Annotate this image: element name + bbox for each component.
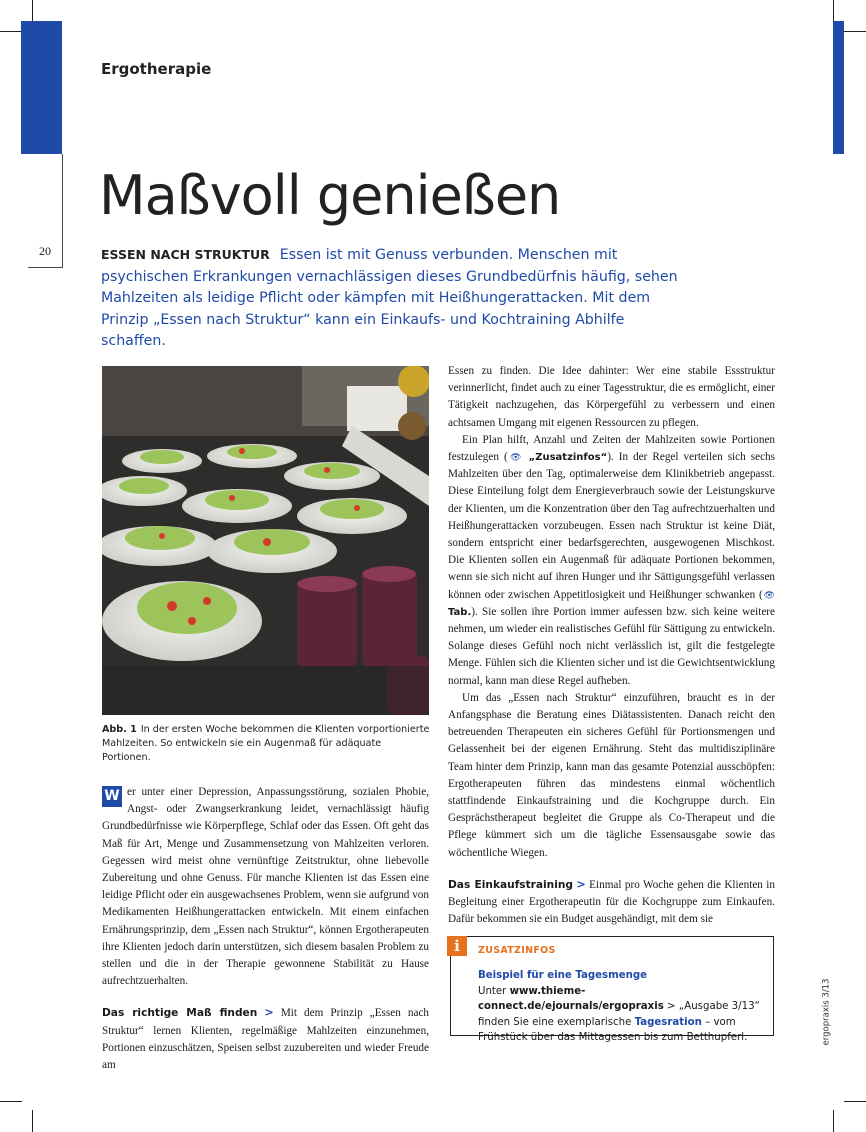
info-highlight: Tagesration	[634, 1016, 702, 1028]
intro-paragraph	[102, 784, 429, 990]
paragraph-gap	[102, 990, 429, 1004]
reference-link[interactable]: „Zusatzinfos“	[528, 452, 608, 464]
salad-plates-image	[102, 366, 429, 715]
crop-mark	[833, 0, 834, 22]
right-column	[448, 363, 775, 929]
info-box-title: ZUSATZINFOS	[478, 945, 556, 956]
subsection-text: Mit dem Prinzip „Essen nach Struktur“ lernen Klienten, regelmäßige Mahlzeiten einzunehmen, Portionen einzuschätzen, Speisen selbst zuzubereiten und wieder Freude am	[102, 1007, 430, 1072]
info-text: Unter	[478, 985, 510, 997]
journal-issue: ergopraxis 3/13	[821, 978, 832, 1046]
info-box-subtitle: Beispiel für eine Tagesmenge	[478, 970, 648, 981]
margin-line	[62, 154, 63, 267]
article-title: Maßvoll genießen	[99, 164, 561, 227]
food-photo	[102, 366, 429, 715]
body-paragraph: Um das „Essen nach Struktur“ einzuführen, braucht es in der Anfangsphase die Beratung eines Diätassistenten. Danach reicht den betreuenden Therapeuten ein sicheres Gefühl für Portionsmengen und Gelassenheit bei der eigenen Ernährung. Steht das multidisziplinäre Team hinter dem Prinzip, kann man das gesamte Potenzial ausschöpfen: Ergotherapeuten führen das mindestens einmal wöchentlich stattfindende Einkaufstraining und die Kochgruppe durch. Ein Gesprächstherapeut begleitet die Gruppe als Co-Therapeut und die Pflege kümmert sich um die tägliche Essensausgabe sowie das wöchentliche Wiegen.	[448, 691, 775, 859]
section-label: Ergotherapie	[101, 60, 212, 78]
info-text: > „Ausgabe 3/13“ finden Sie eine exemplarische	[478, 1001, 760, 1028]
subsection-text: Einmal pro Woche gehen die Klienten in Begleitung einer Ergotherapeutin für die Kochgruppe zum Einkaufen. Dafür bekommen sie ein Budget ausgehändigt, mit dem sie	[448, 878, 775, 926]
lead-text: Essen ist mit Genuss verbunden. Menschen mit psychischen Erkrankungen vernachlässigen dieses Grundbedürfnis häufig, sehen Mahlzeiten als leidige Pflicht oder kämpfen mit Heißhungerattacken. Mit dem Prinzip „Essen nach Struktur“ kann ein Einkaufs- und Kochtraining Abhilfe schaffen.	[101, 247, 678, 349]
drop-cap: W	[102, 786, 122, 807]
body-text: ). In der Regel verteilen sich sechs Mahlzeiten über den Tag, optimalerweise dem Klinikbetrieb angepasst. Diese Einteilung folgt dem Energieverbrauch sowie der Leistungskurve der Klienten, um die Konzentration über den Tag aufrechtzuerhalten und Heißhungerattacken vorzubeugen. Essen nach Struktur ist keine Diät, sondern entspricht einer bedarfsgerechten, ausgewogenen Mischkost. Die Klienten sollen ein Augenmaß für adäquate Portionen bekommen, wenn sie sich nicht auf ihren Hunger und ihr Sättigungsgefühl verlassen können oder zwischen Appetitlosigkeit und Heißhunger schwanken (	[448, 451, 775, 601]
figure-caption-text: In der ersten Woche bekommen die Klienten vorportionierte Mahlzeiten. So entwickeln sie ein Augenmaß für adäquate Portionen.	[102, 724, 430, 763]
arrow-icon: >	[576, 877, 586, 891]
body-paragraph	[448, 432, 775, 690]
right-accent-bar	[833, 21, 844, 154]
page-number: 20	[39, 244, 51, 258]
article-lead	[101, 244, 681, 353]
crop-mark	[844, 1101, 866, 1102]
lead-kicker: ESSEN NACH STRUKTUR	[101, 247, 270, 262]
info-box	[450, 936, 774, 1043]
body-text: Ein Plan hilft, Anzahl und Zeiten der Mahlzeiten sowie Portionen festzulegen (	[448, 433, 775, 464]
crop-mark	[833, 1110, 834, 1132]
crop-mark	[0, 31, 22, 32]
body-paragraph: Essen zu finden. Die Idee dahinter: Wer eine stabile Essstruktur verinnerlicht, findet auch zu einer Tagesstruktur, die es ermöglicht, einer Tätigkeit nachzugehen, das Körpergefühl zu verbessern und einen achtsamen Umgang mit eigenen Ressourcen zu pflegen.	[448, 365, 775, 429]
margin-line	[28, 267, 63, 268]
reference-link[interactable]: Tab.	[448, 606, 472, 618]
figure-label: Abb. 1	[102, 724, 137, 735]
info-box-body	[478, 968, 768, 1046]
info-url-link[interactable]: www.thieme-connect.de/ejournals/ergopraxis	[478, 985, 664, 1012]
paragraph-gap	[448, 862, 775, 876]
crop-mark	[844, 31, 866, 32]
subsection-paragraph	[102, 1004, 429, 1074]
info-text: – vom Frühstück über das Mittagessen bis zum Betthupferl.	[478, 1016, 748, 1043]
subsection-paragraph	[448, 876, 775, 929]
left-accent-bar	[21, 21, 62, 154]
body-text: ). Sie sollen ihre Portion immer aufessen bzw. sich keine weitere nehmen, um wieder ein realistisches Gefühl für Sättigung zu entwickeln. Solange dieses Gefühl noch nicht verlässlich ist, gilt die festgelegte Menge. Fühlen sich die Klienten sicher und ist die Gewichtsentwicklung normal, kann man diese Regel aufheben.	[448, 605, 775, 687]
arrow-icon: >	[264, 1006, 274, 1020]
eye-icon: 👁	[762, 589, 775, 600]
crop-mark	[0, 1101, 22, 1102]
subheading: Das richtige Maß finden	[102, 1007, 258, 1020]
intro-text: er unter einer Depression, Anpassungsstörung, sozialen Phobie, Angst- oder Zwangserkrankung leidet, vernachlässigt häufig Grundbedürfnisse wie Körperpflege, Schlaf oder das Essen. Oft geht das Maß für Art, Menge und Zusammensetzung von Mahlzeiten verloren. Gegessen wird meist ohne vernünftige Zeitstruktur, ohne liebevolle Zubereitung und ohne Genuss. Für manche Klienten ist das Essen eine leidige Pflicht oder ein ausgewachsenes Problem, wenn sie aufgrund von Medikamenten Heißhungerattacken entwickeln. Mit einem einfachen Ernährungsprinzip, dem „Essen nach Struktur“, können Ergotherapeuten ihre Klienten jedoch darin unterstützen, sich diesem basalen Problem zu stellen und die in der Therapie gewonnene Stabilität zu Hause aufrechtzuerhalten.	[102, 786, 429, 988]
crop-mark	[32, 0, 33, 22]
crop-mark	[32, 1110, 33, 1132]
subheading: Das Einkaufstraining	[448, 878, 573, 891]
left-column	[102, 784, 429, 1074]
eye-icon: 👁	[507, 452, 524, 463]
figure-caption	[102, 723, 432, 765]
info-icon: i	[447, 936, 467, 956]
journal-sidebar	[815, 978, 832, 1046]
